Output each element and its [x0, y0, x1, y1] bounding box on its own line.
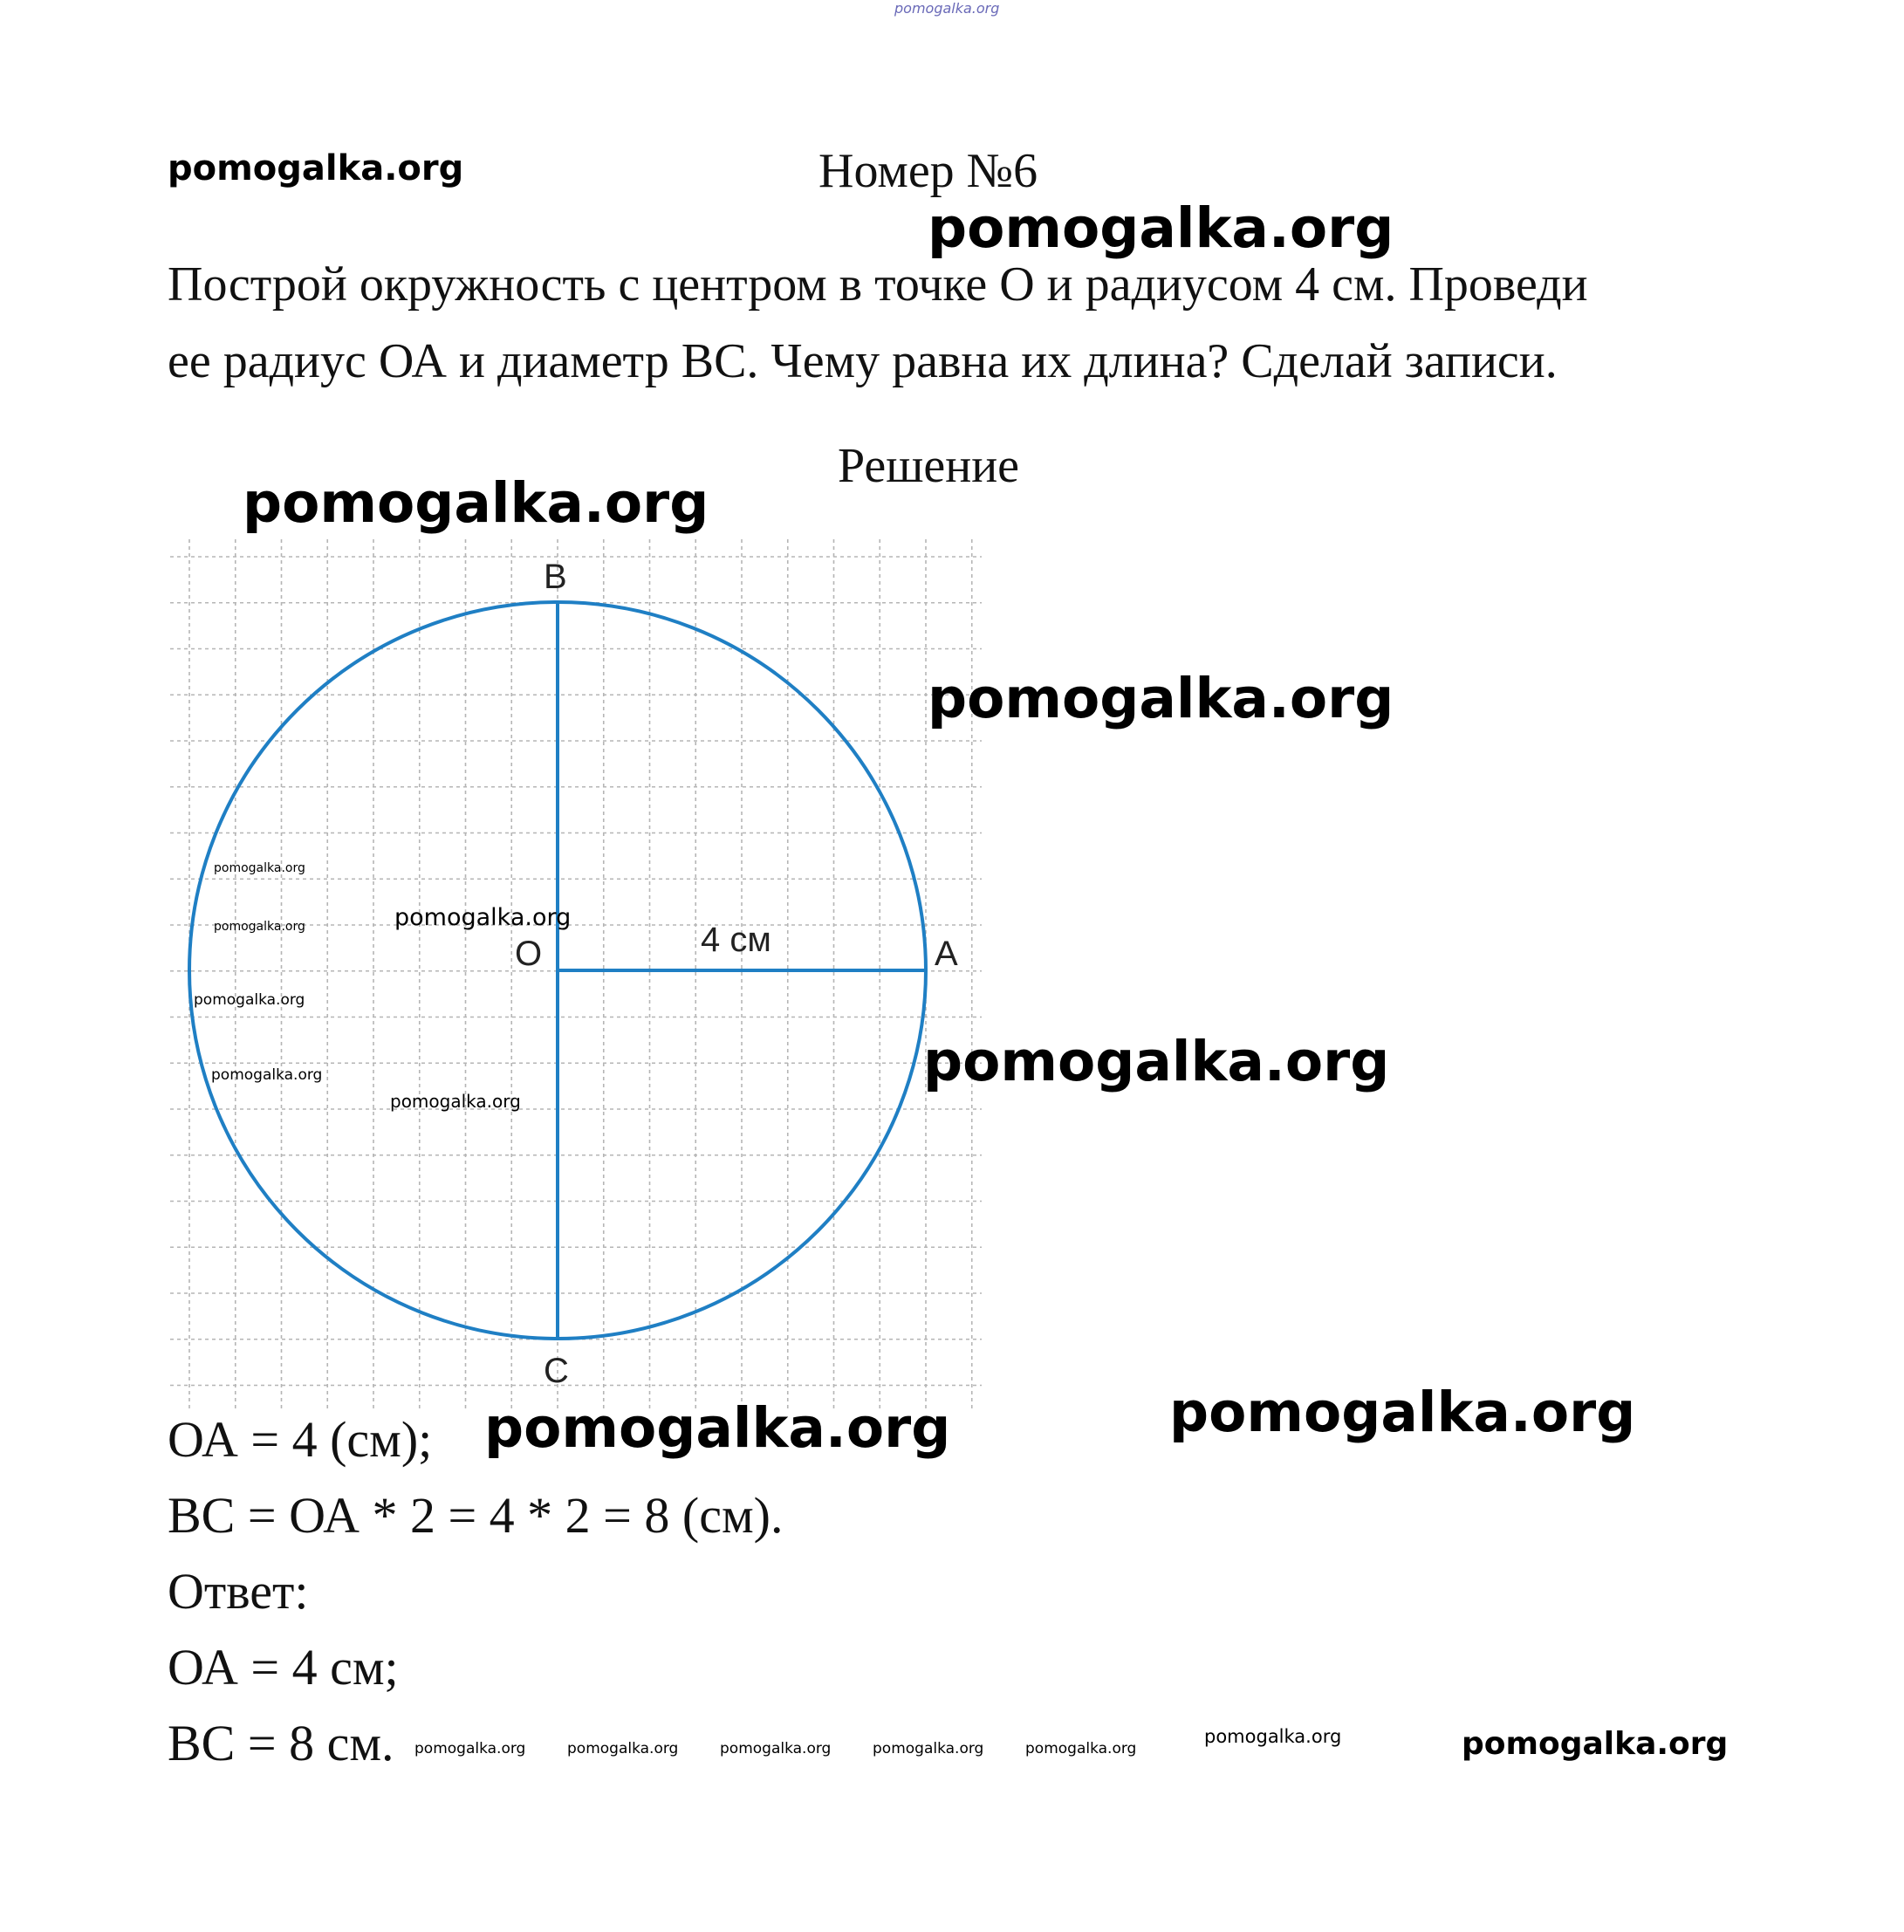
answer-line-1: ОА = 4 см; [168, 1639, 399, 1696]
watermark-solution-left: pomogalka.org [243, 471, 709, 535]
solution-heading: Решение [838, 439, 1020, 493]
watermark-bottom-2: pomogalka.org [567, 1740, 679, 1757]
watermark-bottom-6: pomogalka.org [1204, 1726, 1342, 1747]
watermark-bottom-right: pomogalka.org [1462, 1726, 1729, 1762]
watermark-left-1: pomogalka.org [214, 861, 305, 875]
watermark-right-3: pomogalka.org [1169, 1380, 1636, 1444]
watermark-inside-o: pomogalka.org [394, 904, 572, 931]
watermark-inside-low: pomogalka.org [390, 1091, 521, 1112]
watermark-bottom-3: pomogalka.org [720, 1740, 832, 1757]
point-label-a: A [935, 935, 958, 973]
watermark-bottom-5: pomogalka.org [1025, 1740, 1137, 1757]
watermark-left-4: pomogalka.org [211, 1066, 323, 1084]
watermark-after-oa: pomogalka.org [484, 1396, 951, 1460]
point-label-c: C [544, 1352, 569, 1390]
circle-figure [170, 539, 982, 1412]
answer-label: Ответ: [168, 1563, 309, 1620]
task-line-1: Построй окружность с центром в точке О и радиусом 4 см. Проведи [168, 257, 1588, 312]
watermark-header-left: pomogalka.org [168, 148, 464, 188]
point-label-b: B [544, 558, 567, 596]
watermark-bottom-4: pomogalka.org [873, 1740, 984, 1757]
point-label-o: O [515, 935, 543, 973]
watermark-bottom-1: pomogalka.org [414, 1740, 526, 1757]
solution-line-1: ОА = 4 (см); [168, 1411, 433, 1468]
solution-line-2: ВС = ОА * 2 = 4 * 2 = 8 (см). [168, 1487, 784, 1544]
watermark-left-2: pomogalka.org [214, 920, 305, 934]
watermark-right-2: pomogalka.org [923, 1030, 1390, 1093]
watermark-top: pomogalka.org [894, 0, 1000, 17]
watermark-under-title: pomogalka.org [928, 196, 1394, 260]
answer-line-2: ВС = 8 см. [168, 1715, 394, 1771]
radius-length-label: 4 см [701, 921, 771, 959]
task-line-2: ее радиус ОА и диаметр ВС. Чему равна их длина? Сделай записи. [168, 334, 1558, 388]
grid-paper [170, 539, 982, 1412]
watermark-left-3: pomogalka.org [194, 991, 305, 1009]
watermark-right-1: pomogalka.org [928, 667, 1394, 730]
page-title: Номер №6 [818, 144, 1038, 198]
